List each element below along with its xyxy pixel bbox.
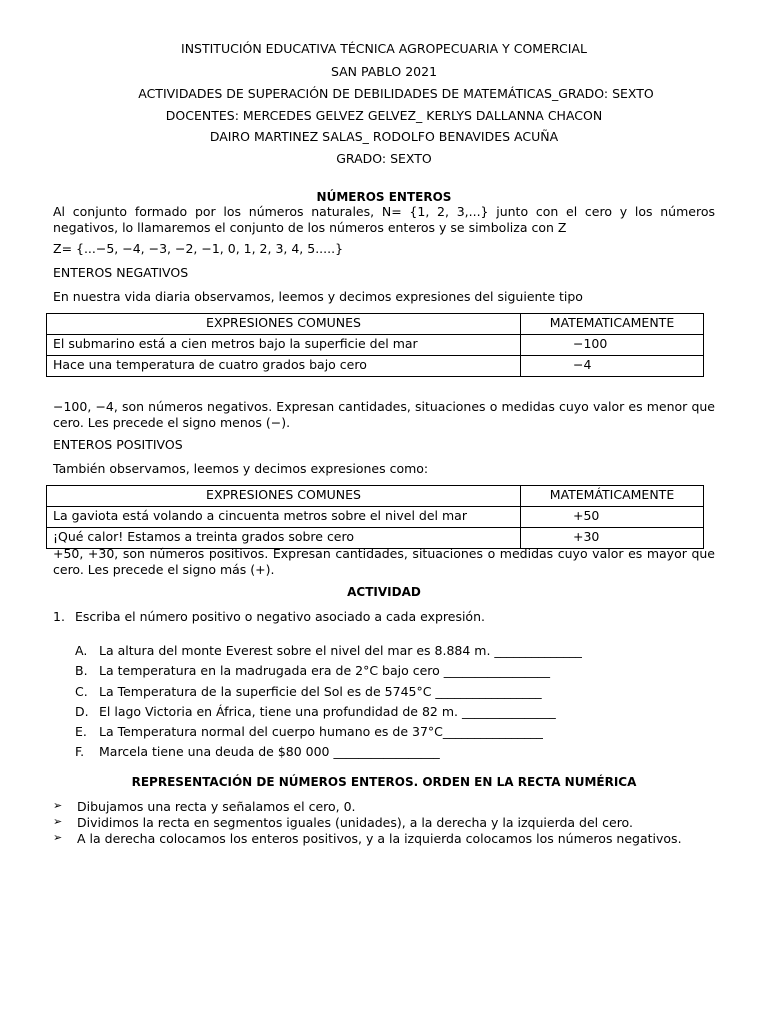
- table-cell-expression: La gaviota está volando a cincuenta metros sobre el nivel del mar: [47, 507, 521, 528]
- question-text: Escriba el número positivo o negativo asociado a cada expresión.: [75, 609, 485, 624]
- table-row: [47, 507, 704, 528]
- table-row: [47, 335, 704, 356]
- option-b: [75, 663, 551, 678]
- activity-title: ACTIVIDADES DE SUPERACIÓN DE DEBILIDADES DE MATEMÁTICAS_GRADO: SEXTO: [138, 86, 654, 101]
- option-text: El lago Victoria en África, tiene una profundidad de 82 m. _______________: [99, 704, 556, 719]
- option-a: [75, 643, 582, 658]
- option-e: [75, 724, 543, 739]
- grade-line: GRADO: SEXTO: [336, 151, 432, 166]
- bullet-text: Dibujamos una recta y señalamos el cero, 0.: [77, 799, 356, 814]
- table-row: [47, 356, 704, 377]
- positives-table: [46, 485, 704, 549]
- option-text: La Temperatura normal del cuerpo humano es de 37°C________________: [99, 724, 543, 739]
- section-title-enteros: NÚMEROS ENTEROS: [316, 190, 452, 204]
- option-letter: D.: [75, 704, 89, 719]
- activity-heading: ACTIVIDAD: [347, 585, 421, 599]
- option-letter: F.: [75, 744, 85, 759]
- table-header-row: [47, 486, 704, 507]
- option-letter: E.: [75, 724, 87, 739]
- table-header-cell: MATEMATICAMENTE: [521, 314, 704, 335]
- arrow-bullet-icon: ➢: [53, 815, 63, 828]
- positives-explanation: +50, +30, son números positivos. Expresan cantidades, situaciones o medidas cuyo valor es mayor que cero. Les precede el signo más (+).: [53, 546, 715, 577]
- intro-paragraph: Al conjunto formado por los números naturales, N= {1, 2, 3,...} junto con el cero y los números negativos, lo llamaremos el conjunto de los números enteros y se simboliza con Z: [53, 204, 715, 235]
- bullet-text: A la derecha colocamos los enteros positivos, y a la izquierda colocamos los números negativos.: [77, 831, 682, 846]
- negatives-explanation: −100, −4, son números negativos. Expresan cantidades, situaciones o medidas cuyo valor es menor que cero. Les precede el signo menos (−).: [53, 399, 715, 430]
- table-header-row: [47, 314, 704, 335]
- positives-intro: También observamos, leemos y decimos expresiones como:: [53, 461, 429, 476]
- negatives-table: [46, 313, 704, 377]
- option-letter: C.: [75, 684, 88, 699]
- school-name: INSTITUCIÓN EDUCATIVA TÉCNICA AGROPECUARIA Y COMERCIAL: [181, 41, 587, 56]
- negatives-intro: En nuestra vida diaria observamos, leemos y decimos expresiones del siguiente tipo: [53, 289, 583, 304]
- section-title-representacion: REPRESENTACIÓN DE NÚMEROS ENTEROS. ORDEN EN LA RECTA NUMÉRICA: [131, 775, 637, 789]
- set-z-definition: Z= {...−5, −4, −3, −2, −1, 0, 1, 2, 3, 4, 5.....}: [53, 241, 344, 256]
- table-cell-value: +50: [521, 507, 704, 528]
- table-header-cell: MATEMÁTICAMENTE: [521, 486, 704, 507]
- option-c: [75, 684, 542, 699]
- option-text: La altura del monte Everest sobre el nivel del mar es 8.884 m. ______________: [99, 643, 582, 658]
- option-f: [75, 744, 440, 759]
- option-text: La temperatura en la madrugada era de 2°C bajo cero _________________: [99, 663, 551, 678]
- teachers-line-1: DOCENTES: MERCEDES GELVEZ GELVEZ_ KERLYS DALLANNA CHACON: [165, 108, 603, 123]
- table-cell-expression: Hace una temperatura de cuatro grados bajo cero: [47, 356, 521, 377]
- teachers-line-2: DAIRO MARTINEZ SALAS_ RODOLFO BENAVIDES ACUÑA: [209, 129, 559, 144]
- table-cell-expression: ¡Qué calor! Estamos a treinta grados sobre cero: [47, 528, 521, 549]
- table-cell-value: +30: [521, 528, 704, 549]
- arrow-bullet-icon: ➢: [53, 831, 63, 844]
- arrow-bullet-icon: ➢: [53, 799, 63, 812]
- table-header-cell: EXPRESIONES COMUNES: [47, 486, 521, 507]
- negatives-heading: ENTEROS NEGATIVOS: [53, 265, 189, 280]
- option-text: La Temperatura de la superficie del Sol es de 5745°C _________________: [99, 684, 542, 699]
- table-cell-value: −4: [521, 356, 704, 377]
- location-year: SAN PABLO 2021: [330, 64, 438, 79]
- option-letter: A.: [75, 643, 88, 658]
- option-text: Marcela tiene una deuda de $80 000 _________________: [99, 744, 440, 759]
- option-letter: B.: [75, 663, 88, 678]
- question-number: 1.: [53, 609, 65, 624]
- bullet-text: Dividimos la recta en segmentos iguales (unidades), a la derecha y la izquierda del cero.: [77, 815, 633, 830]
- table-header-cell: EXPRESIONES COMUNES: [47, 314, 521, 335]
- table-cell-expression: El submarino está a cien metros bajo la superficie del mar: [47, 335, 521, 356]
- positives-heading: ENTEROS POSITIVOS: [53, 437, 183, 452]
- table-cell-value: −100: [521, 335, 704, 356]
- option-d: [75, 704, 556, 719]
